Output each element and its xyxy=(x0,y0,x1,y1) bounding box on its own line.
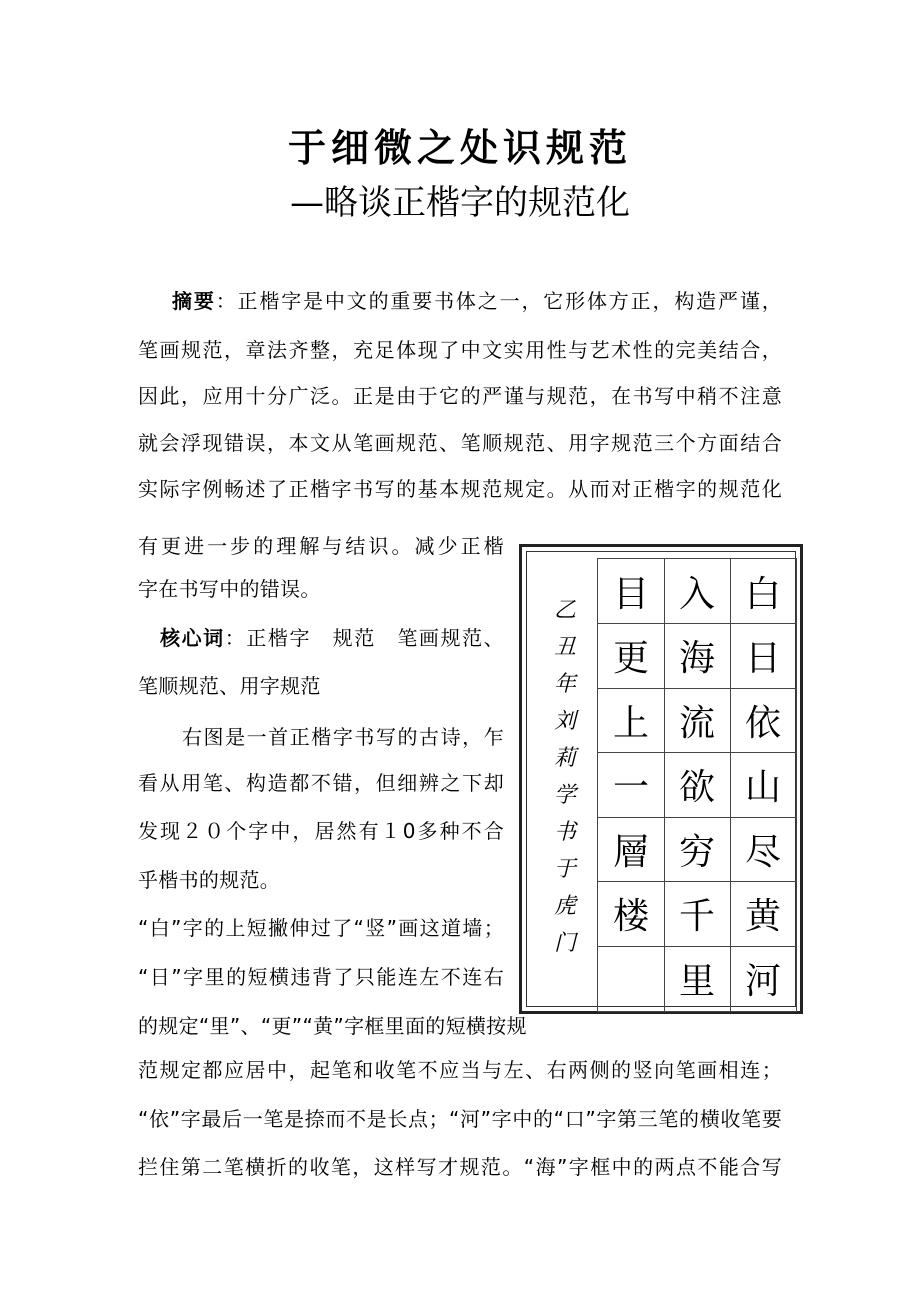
poem-char: 楼 xyxy=(612,896,649,938)
body-line-1: 右图是一首正楷字书写的古诗，乍 xyxy=(182,725,504,749)
poem-char: 一 xyxy=(612,767,649,809)
poem-char: 入 xyxy=(678,573,715,615)
page-title: 于细微之处识规范 xyxy=(287,125,632,170)
body-line-7: 的规定“里”、“更”“黄”字框里面的短横按规 xyxy=(138,1014,527,1038)
poem-char: 尽 xyxy=(744,831,781,873)
abstract-line-2: 笔画规范，章法齐整，充足体现了中文实用性与艺术性的完美结合， xyxy=(138,338,782,362)
poem-char: 上 xyxy=(612,702,649,744)
abstract-line-4: 就会浮现错误，本文从笔画规范、笔顺规范、用字规范三个方面结合 xyxy=(138,431,782,455)
signature-char: 学 xyxy=(553,783,576,808)
signature-char: 丑 xyxy=(553,635,576,660)
abstract-line-7: 字在书写中的错误。 xyxy=(138,577,321,601)
poem-column-1 xyxy=(730,559,796,1011)
poem-calligraphy-figure xyxy=(519,544,803,1014)
abstract-label: 摘要 xyxy=(172,289,216,313)
poem-char: 白 xyxy=(744,573,781,615)
poem-column-3 xyxy=(598,559,664,1011)
abstract-line-3: 因此，应用十分广泛。正是由于它的严谨与规范，在书写中稍不注意 xyxy=(138,384,782,408)
body-line-10: 拦住第二笔横折的收笔，这样写才规范。“海”字框中的两点不能合写 xyxy=(138,1155,782,1179)
body-line-3: 发现２０个字中，居然有１0多种不合 xyxy=(138,819,504,843)
poem-grid xyxy=(597,558,797,1012)
body-line-4: 乎楷书的规范。 xyxy=(138,868,281,892)
signature-char: 书 xyxy=(553,820,576,845)
signature-char: 门 xyxy=(553,931,576,956)
poem-column-2 xyxy=(664,559,730,1011)
poem-char: 河 xyxy=(744,960,781,1002)
poem-char: 層 xyxy=(612,831,649,873)
signature-char: 刘 xyxy=(553,709,576,734)
poem-char xyxy=(598,946,664,1011)
poem-char: 欲 xyxy=(678,767,715,809)
poem-char: 里 xyxy=(678,960,715,1002)
signature-char: 乙 xyxy=(553,598,576,623)
poem-char: 海 xyxy=(678,638,715,680)
poem-signature xyxy=(535,592,595,962)
signature-char: 虎 xyxy=(553,894,576,919)
body-line-2: 看从用笔、构造都不错，但细辨之下却 xyxy=(138,771,504,795)
poem-char: 山 xyxy=(744,767,781,809)
keywords-label: 核心词 xyxy=(160,626,225,650)
signature-char: 年 xyxy=(553,672,576,697)
poem-inner-frame xyxy=(526,551,796,1007)
poem-char: 日 xyxy=(744,638,781,680)
poem-char: 流 xyxy=(678,702,715,744)
poem-char: 千 xyxy=(678,896,715,938)
abstract-sep: ： xyxy=(215,289,238,313)
page-subtitle: —略谈正楷字的规范化 xyxy=(290,183,630,223)
body-line-5: “白”字的上短撇伸过了“竖”画这道墙； xyxy=(138,916,504,940)
poem-char: 依 xyxy=(744,702,781,744)
abstract-line-1: 摘要：正楷字是中文的重要书体之一，它形体方正，构造严谨， xyxy=(172,289,782,313)
poem-char: 目 xyxy=(612,573,649,615)
keywords-line-2: 笔顺规范、用字规范 xyxy=(138,674,321,698)
poem-char: 更 xyxy=(612,638,649,680)
abstract-line-5: 实际字例畅述了正楷字书写的基本规范规定。从而对正楷字的规范化 xyxy=(138,477,782,501)
signature-char: 莉 xyxy=(553,746,576,771)
body-line-6: “日”字里的短横违背了只能连左不连右 xyxy=(138,965,504,989)
keywords-line-1: 核心词：正楷字 规范 笔画规范、 xyxy=(160,626,504,650)
body-line-8: 范规定都应居中，起笔和收笔不应当与左、右两侧的竖向笔画相连； xyxy=(138,1058,782,1082)
body-line-9: “依”字最后一笔是捺而不是长点；“河”字中的“口”字第三笔的横收笔要 xyxy=(138,1107,782,1131)
abstract-line-6: 有更进一步的理解与结识。减少正楷 xyxy=(138,534,504,558)
poem-char: 穷 xyxy=(678,831,715,873)
poem-char: 黄 xyxy=(744,896,781,938)
signature-char: 于 xyxy=(553,857,576,882)
